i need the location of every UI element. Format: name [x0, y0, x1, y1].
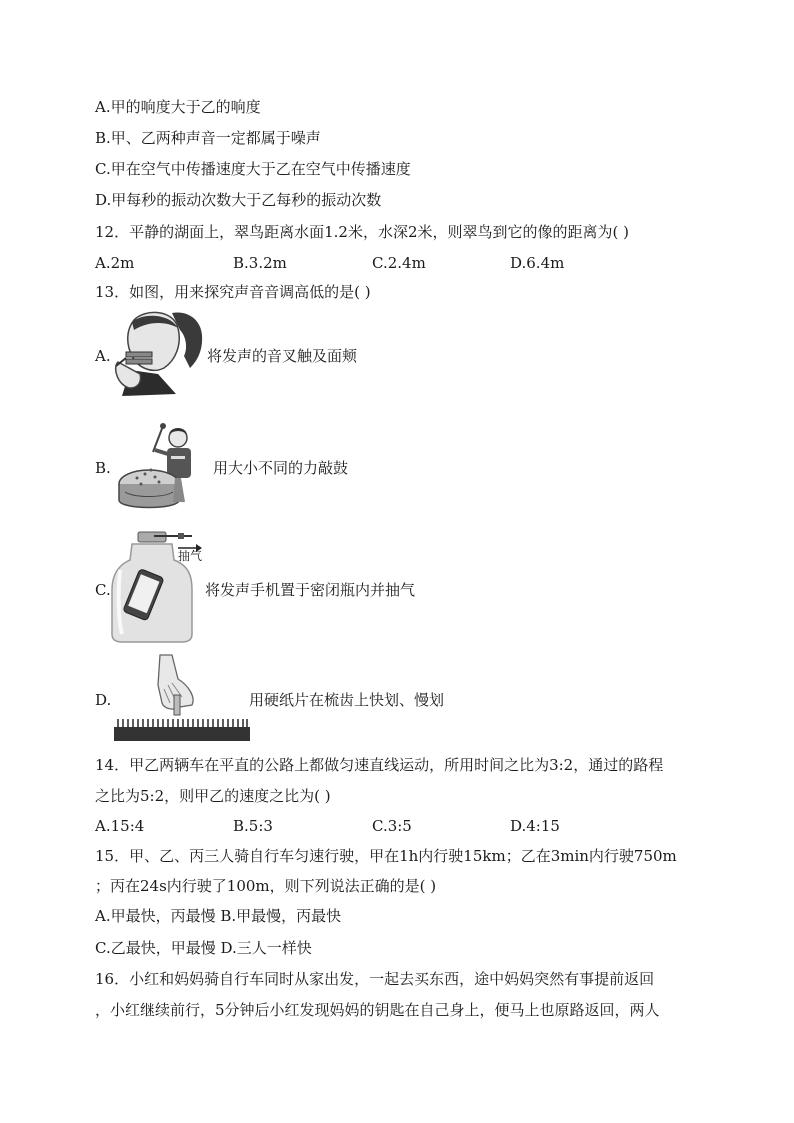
- q13-option-c-text: 将发声手机置于密闭瓶内并抽气: [205, 581, 416, 599]
- q12-option-d: D.6.4m: [510, 254, 565, 272]
- q11-option-a: A.甲的响度大于乙的响度: [95, 98, 261, 116]
- q15-options-row-1: A.甲最快，丙最慢 B.甲最慢，丙最快: [95, 907, 342, 925]
- q13-option-d-text: 用硬纸片在梳齿上快划、慢划: [249, 691, 445, 709]
- q12-options: [95, 253, 695, 273]
- q13-option-b-label: B.: [95, 459, 111, 477]
- q11-option-c: C.甲在空气中传播速度大于乙在空气中传播速度: [95, 160, 411, 178]
- q13-option-c-label: C.: [95, 581, 111, 599]
- q11-option-d: D.甲每秒的振动次数大于乙每秒的振动次数: [95, 191, 382, 209]
- q13-option-d-label: D.: [95, 691, 112, 709]
- q16-stem-line-2: ，小红继续前行，5分钟后小红发现妈妈的钥匙在自己身上，便马上也原路返回，两人: [95, 1001, 660, 1019]
- q12-option-a: A.2m: [95, 254, 135, 272]
- pump-air-annotation: 抽气: [178, 549, 203, 563]
- q11-option-b: B.甲、乙两种声音一定都属于噪声: [95, 129, 321, 147]
- q14-option-b: B.5:3: [233, 817, 273, 835]
- q13-stem: 13．如图，用来探究声音音调高低的是( ): [95, 283, 371, 301]
- q14-options: [95, 816, 695, 836]
- hand-comb-icon: [112, 655, 252, 743]
- q14-option-d: D.4:15: [510, 817, 560, 835]
- q14-stem-line-1: 14．甲乙两辆车在平直的公路上都做匀速直线运动，所用时间之比为3:2，通过的路程: [95, 756, 664, 774]
- q14-option-c: C.3:5: [372, 817, 412, 835]
- drum-boy-icon: [115, 422, 200, 522]
- q13-option-b-text: 用大小不同的力敲鼓: [213, 459, 349, 477]
- q12-stem: 12．平静的湖面上，翠鸟距离水面1.2米，水深2米，则翠鸟到它的像的距离为( ): [95, 223, 629, 241]
- q16-stem-line-1: 16．小红和妈妈骑自行车同时从家出发，一起去买东西，途中妈妈突然有事提前返回: [95, 970, 655, 988]
- q13-option-a-label: A.: [95, 347, 111, 365]
- q12-option-b: B.3.2m: [233, 254, 287, 272]
- tuning-fork-face-icon: [112, 308, 207, 398]
- q15-options-row-2: C.乙最快，甲最慢 D.三人一样快: [95, 939, 312, 957]
- q14-stem-line-2: 之比为5:2，则甲乙的速度之比为( ): [95, 787, 331, 805]
- q13-option-a-text: 将发声的音叉触及面颊: [207, 347, 358, 365]
- q15-stem-line-2: ；丙在24s内行驶了100m，则下列说法正确的是( ): [95, 877, 437, 895]
- q14-option-a: A.15:4: [95, 817, 145, 835]
- q12-option-c: C.2.4m: [372, 254, 426, 272]
- q15-stem-line-1: 15．甲、乙、丙三人骑自行车匀速行驶，甲在1h内行驶15km；乙在3min内行驶750m: [95, 847, 677, 865]
